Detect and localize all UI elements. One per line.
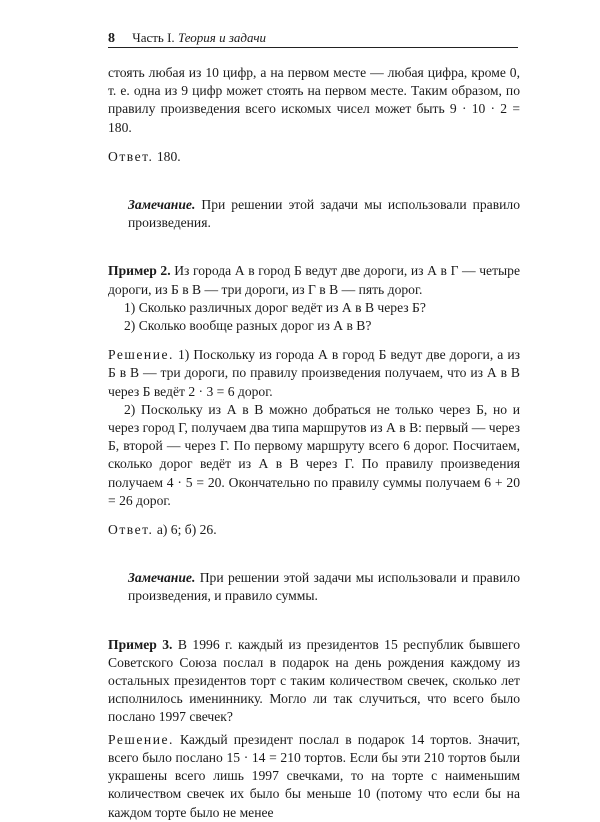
question-1: 1) Сколько различных дорог ведёт из А в В через Б? — [124, 299, 426, 315]
remark-text: При решении этой задачи мы использовали правило произведения. — [128, 197, 520, 231]
part-label: Часть I. — [132, 30, 175, 45]
answer-1 — [108, 148, 520, 166]
part-title: Теория и задачи — [177, 30, 267, 45]
example-text: Из города А в город Б ведут две дороги, из А в Г — четыре дороги, из Б в В — три дороги, из Г в В — пять дорог. — [108, 263, 520, 297]
answer-label: Ответ. — [108, 522, 154, 538]
solution-text: Каждый президент послал в подарок 14 тортов. Значит, всего было послано 15 · 14 = 210 тортов. Если бы эти 210 тортов были украшены всего лишь 1997 свечками, то на торте с наименьшим количеством свечек их было бы меньше 10 (потому что если бы на каждом торте было не менее — [108, 731, 520, 820]
solution-text: 1) Поскольку из города А в город Б ведут две дороги, а из Б в В — три дороги, по правилу произведения получаем, что из А в В через Б ведёт 2 · 3 = 6 дорог. — [108, 347, 520, 399]
solution-3 — [108, 731, 520, 822]
example-label: Пример 2. — [108, 263, 171, 279]
example-label: Пример 3. — [108, 636, 173, 652]
remark-text: При решении этой задачи мы использовали и правило произведения, и правило суммы. — [128, 570, 520, 604]
paragraph-continuation: стоять любая из 10 цифр, а на первом месте — любая цифра, кроме 0, т. е. одна из 9 цифр может стоять на первом месте. Таким образом, по правилу произведения всего искомых чисел может быть 9 · 10 · 2 = 180. — [108, 65, 520, 135]
example-3 — [108, 636, 520, 727]
question-2: 2) Сколько вообще разных дорог из А в В? — [124, 318, 372, 334]
answer-label: Ответ. — [108, 148, 154, 164]
solution-label: Решение. — [108, 347, 174, 363]
remark-1 — [108, 196, 520, 232]
answer-2 — [108, 521, 520, 539]
remark-label: Замечание. — [128, 570, 196, 586]
remark-label: Замечание. — [128, 197, 196, 213]
running-header — [108, 30, 520, 47]
answer-value: 180. — [153, 148, 181, 164]
page-number: 8 — [108, 31, 115, 46]
page-body — [108, 64, 520, 822]
solution-label: Решение. — [108, 731, 174, 747]
answer-value: а) 6; б) 26. — [153, 522, 217, 538]
example-text: В 1996 г. каждый из президентов 15 республик бывшего Советского Союза послал в подарок на день рождения каждому из остальных президентов торт с таким количеством свечек, сколько лет исполнилось имениннику. Могло ли так случиться, что всего было послано 1997 свечек? — [108, 636, 520, 725]
example-2 — [108, 262, 520, 298]
solution-2-part-2: 2) Поскольку из А в В можно добраться не только через Б, но и через город Г, получаем два типа маршрутов из А в В: первый — через Б, второй — через Г. По первому маршруту всего 6 дорог. Посчитаем, сколько дорог ведёт из А в В через Г. По правилу произведения получаем 4 · 5 = 20. Окончательно по правилу суммы получаем 6 + 20 = 26 дорог. — [108, 401, 520, 508]
solution-2 — [108, 346, 520, 401]
header-rule — [108, 47, 518, 48]
remark-2 — [108, 569, 520, 605]
